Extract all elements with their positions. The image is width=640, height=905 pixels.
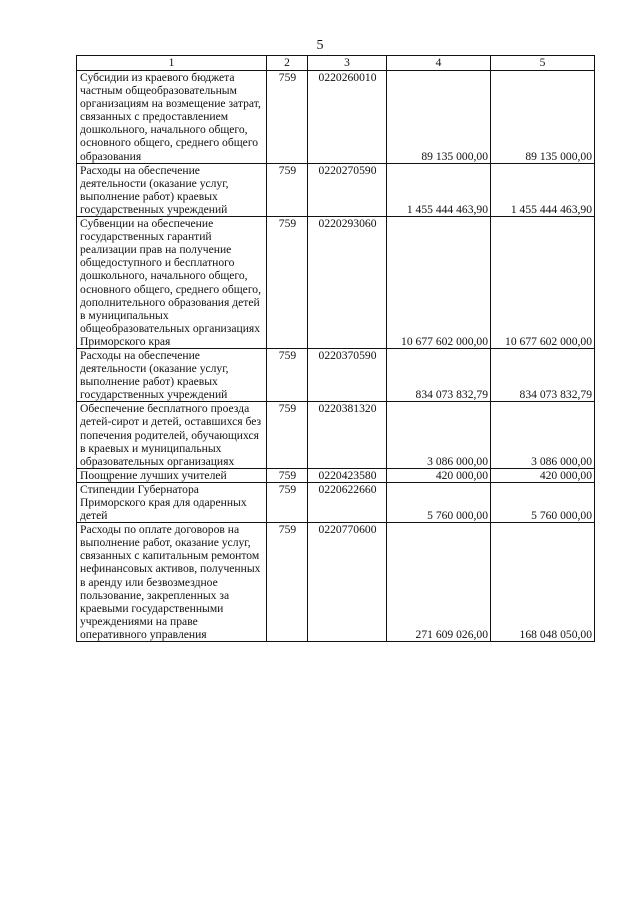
target-article-code: 0220293060 — [308, 217, 387, 349]
amount-year-2: 89 135 000,00 — [491, 71, 595, 164]
table-row — [77, 523, 595, 642]
expense-name: Стипендии Губернатора Приморского края для одаренных детей — [77, 482, 267, 522]
expense-name: Субвенции на обеспечение государственных гарантий реализации прав на получение общедоступного и бесплатного дошкольного, начального общего, основного общего, среднего общего, дополнительного образования детей в муниципальных общеобразовательных организациях Приморского края — [77, 217, 267, 349]
amount-year-1: 1 455 444 463,90 — [387, 163, 491, 216]
amount-year-1: 10 677 602 000,00 — [387, 217, 491, 349]
target-article-code: 0220260010 — [308, 71, 387, 164]
table-row — [77, 482, 595, 522]
expense-name: Субсидии из краевого бюджета частным общеобразовательным организациям на возмещение затрат, связанных с предоставлением дошкольного, начального общего, основного общего, среднего общего образования — [77, 71, 267, 164]
amount-year-1: 834 073 832,79 — [387, 348, 491, 401]
expense-name: Поощрение лучших учителей — [77, 468, 267, 482]
expense-name: Расходы по оплате договоров на выполнение работ, оказание услуг, связанных с капитальным ремонтом нефинансовых активов, полученных в аренду или безвозмездное пользование, закрепленных за краевыми государственными учреждениями на праве оперативного управления — [77, 523, 267, 642]
target-article-code: 0220622660 — [308, 482, 387, 522]
amount-year-1: 3 086 000,00 — [387, 402, 491, 468]
grbs-code: 759 — [267, 163, 308, 216]
column-header: 5 — [491, 56, 595, 71]
table-row — [77, 402, 595, 468]
target-article-code: 0220381320 — [308, 402, 387, 468]
grbs-code: 759 — [267, 71, 308, 164]
column-header: 3 — [308, 56, 387, 71]
column-header: 1 — [77, 56, 267, 71]
column-header: 2 — [267, 56, 308, 71]
expense-name: Обеспечение бесплатного проезда детей-сирот и детей, оставшихся без попечения родителей, обучающихся в краевых и муниципальных образовательных организациях — [77, 402, 267, 468]
grbs-code: 759 — [267, 482, 308, 522]
expense-name: Расходы на обеспечение деятельности (оказание услуг, выполнение работ) краевых государственных учреждений — [77, 163, 267, 216]
grbs-code: 759 — [267, 348, 308, 401]
grbs-code: 759 — [267, 402, 308, 468]
page-number: 5 — [316, 38, 324, 53]
target-article-code: 0220770600 — [308, 523, 387, 642]
target-article-code: 0220270590 — [308, 163, 387, 216]
grbs-code: 759 — [267, 217, 308, 349]
amount-year-2: 1 455 444 463,90 — [491, 163, 595, 216]
table-row — [77, 468, 595, 482]
table-row — [77, 348, 595, 401]
amount-year-1: 89 135 000,00 — [387, 71, 491, 164]
table-header-row — [77, 56, 595, 71]
target-article-code: 0220423580 — [308, 468, 387, 482]
table-row — [77, 163, 595, 216]
column-header: 4 — [387, 56, 491, 71]
amount-year-2: 5 760 000,00 — [491, 482, 595, 522]
table-row — [77, 217, 595, 349]
amount-year-2: 834 073 832,79 — [491, 348, 595, 401]
expense-name: Расходы на обеспечение деятельности (оказание услуг, выполнение работ) краевых государственных учреждений — [77, 348, 267, 401]
grbs-code: 759 — [267, 468, 308, 482]
amount-year-2: 3 086 000,00 — [491, 402, 595, 468]
amount-year-1: 271 609 026,00 — [387, 523, 491, 642]
target-article-code: 0220370590 — [308, 348, 387, 401]
amount-year-1: 5 760 000,00 — [387, 482, 491, 522]
budget-table — [76, 55, 595, 642]
table-row — [77, 71, 595, 164]
amount-year-1: 420 000,00 — [387, 468, 491, 482]
grbs-code: 759 — [267, 523, 308, 642]
amount-year-2: 420 000,00 — [491, 468, 595, 482]
amount-year-2: 10 677 602 000,00 — [491, 217, 595, 349]
amount-year-2: 168 048 050,00 — [491, 523, 595, 642]
